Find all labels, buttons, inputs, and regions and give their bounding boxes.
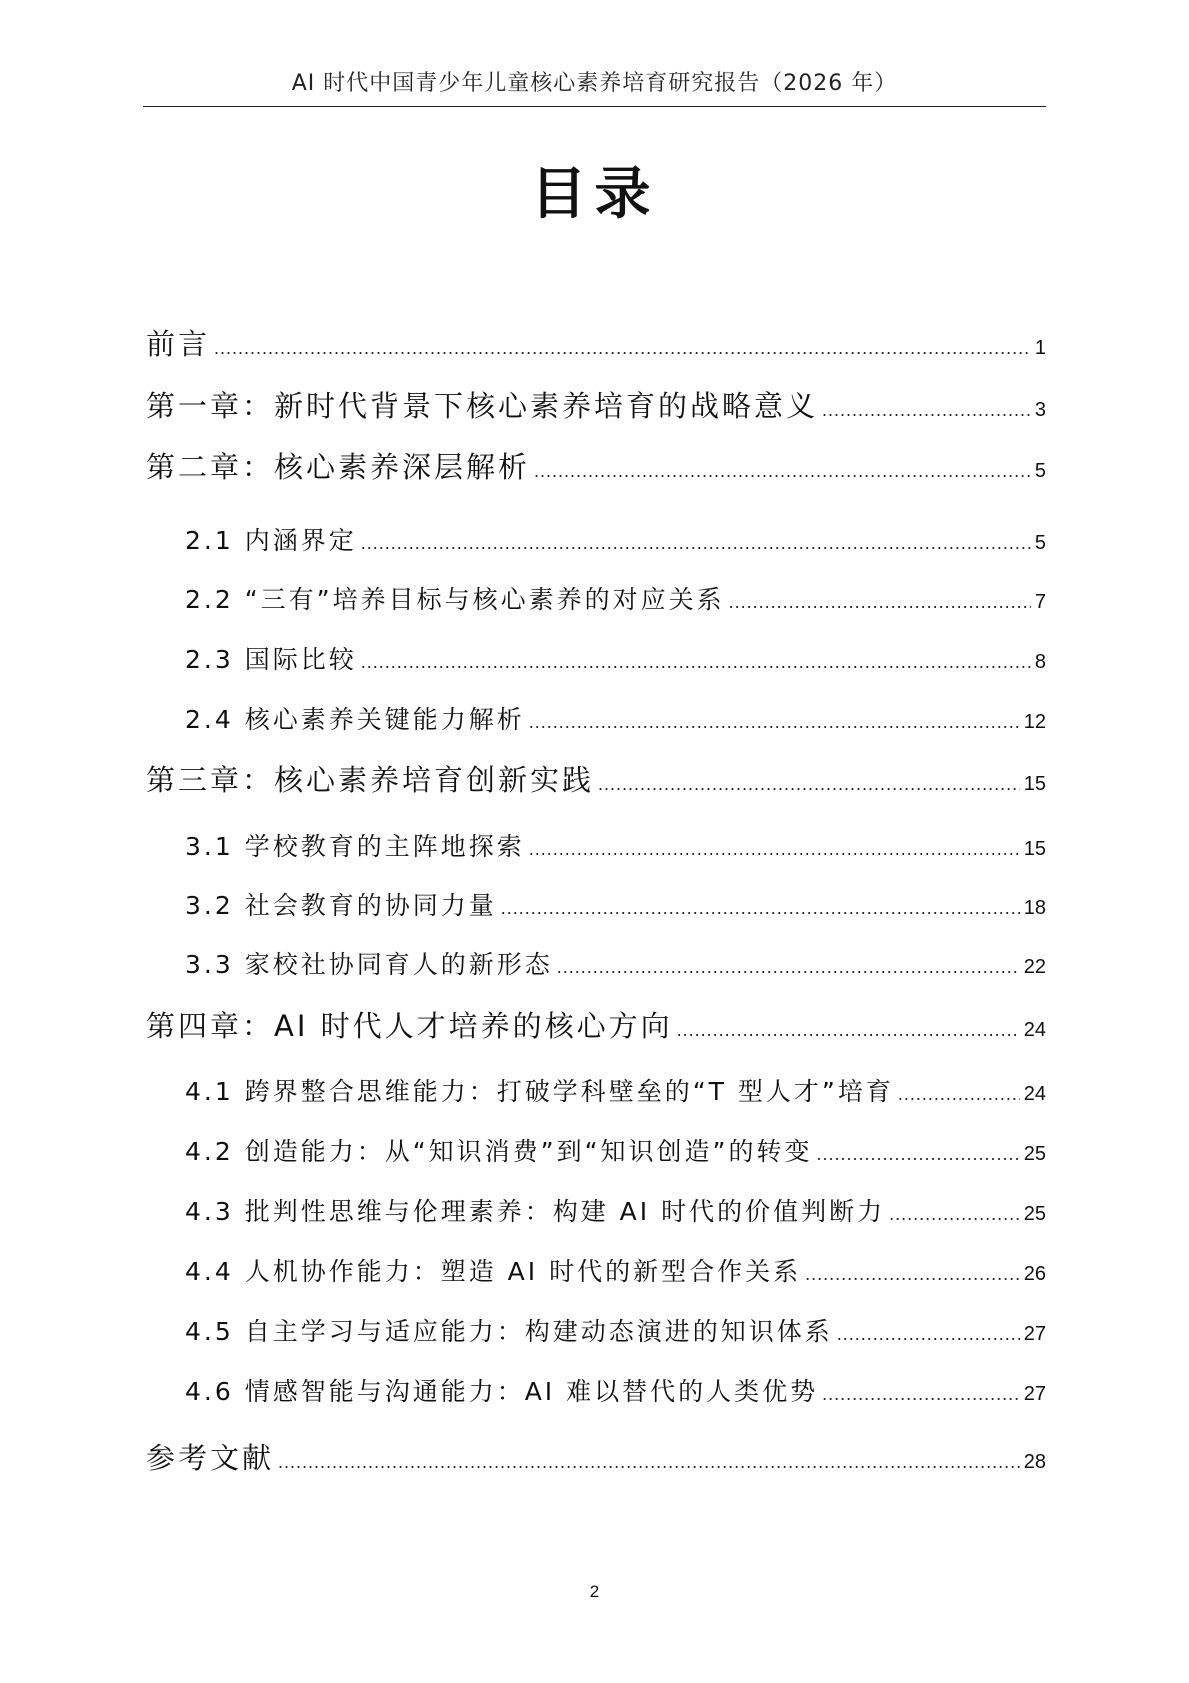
toc-entry[interactable] — [146, 445, 1046, 486]
toc-entry[interactable] — [185, 580, 1046, 616]
toc-leader-dots — [529, 839, 1020, 860]
toc-entry-label: 第一章：新时代背景下核心素养培育的战略意义 — [146, 389, 819, 423]
toc-leader-dots — [837, 1324, 1020, 1345]
toc-entry-page: 28 — [1023, 1451, 1046, 1473]
toc-entry-label: 4.6 情感智能与沟通能力：AI 难以替代的人类优势 — [185, 1377, 819, 1406]
toc-entry[interactable] — [185, 945, 1046, 981]
toc-leader-dots — [557, 957, 1020, 978]
toc-entry-label: 第三章：核心素养培育创新实践 — [146, 763, 595, 797]
toc-entry-page: 5 — [1034, 460, 1046, 482]
running-header: AI 时代中国青少年儿童核心素养培育研究报告（2026 年） — [291, 71, 898, 96]
toc-entry[interactable] — [146, 758, 1046, 799]
toc-leader-dots — [822, 1384, 1020, 1405]
toc-leader-dots — [598, 774, 1020, 795]
toc-entry-label: 3.3 家校社协同育人的新形态 — [185, 950, 553, 979]
toc-leader-dots — [361, 652, 1031, 673]
toc-entry-page: 26 — [1023, 1263, 1046, 1285]
toc-entry-label: 4.4 人机协作能力：塑造 AI 时代的新型合作关系 — [185, 1257, 802, 1286]
toc-entry-label: 3.2 社会教育的协同力量 — [185, 891, 497, 920]
toc-entry[interactable] — [146, 1436, 1046, 1477]
toc-entry[interactable] — [185, 640, 1046, 676]
page-number: 2 — [589, 1582, 600, 1601]
toc-entry[interactable] — [185, 1312, 1046, 1348]
toc-entry-page: 24 — [1023, 1083, 1046, 1105]
toc-entry[interactable] — [185, 827, 1046, 863]
toc-entry-page: 18 — [1023, 897, 1046, 919]
toc-entry-page: 1 — [1034, 337, 1046, 359]
toc-entry-label: 2.4 核心素养关键能力解析 — [185, 705, 525, 734]
toc-leader-dots — [822, 400, 1031, 421]
toc-entry-label: 4.2 创造能力：从“知识消费”到“知识创造”的转变 — [185, 1137, 813, 1166]
toc-entry-page: 22 — [1023, 956, 1046, 978]
toc-entry-label: 4.5 自主学习与适应能力：构建动态演进的知识体系 — [185, 1317, 833, 1346]
toc-leader-dots — [534, 461, 1031, 482]
page-title: 目录 — [530, 162, 659, 227]
toc-entry-page: 25 — [1023, 1203, 1046, 1225]
toc-entry[interactable] — [146, 384, 1046, 425]
toc-entry-page: 15 — [1023, 838, 1046, 860]
toc-entry[interactable] — [146, 322, 1046, 363]
toc-entry-label: 4.3 批判性思维与伦理素养：构建 AI 时代的价值判断力 — [185, 1197, 886, 1226]
toc-leader-dots — [729, 592, 1031, 613]
toc-entry-page: 25 — [1023, 1143, 1046, 1165]
toc-entry-label: 2.1 内涵界定 — [185, 526, 357, 555]
toc-leader-dots — [214, 338, 1031, 359]
toc-entry-page: 3 — [1034, 399, 1046, 421]
toc-entry-label: 第四章：AI 时代人才培养的核心方向 — [146, 1009, 673, 1043]
header-divider — [143, 106, 1046, 107]
toc-entry[interactable] — [185, 1372, 1046, 1408]
toc-entry[interactable] — [185, 886, 1046, 922]
toc-entry-page: 24 — [1023, 1019, 1046, 1041]
toc-leader-dots — [805, 1264, 1020, 1285]
toc-entry-label: 第二章：核心素养深层解析 — [146, 450, 531, 484]
toc-entry-page: 12 — [1023, 711, 1046, 733]
toc-entry[interactable] — [185, 1192, 1046, 1228]
toc-entry-label: 参考文献 — [146, 1441, 275, 1475]
toc-entry-label: 2.3 国际比较 — [185, 645, 357, 674]
toc-entry-label: 前言 — [146, 327, 211, 361]
toc-entry-page: 15 — [1023, 773, 1046, 795]
toc-entry[interactable] — [185, 700, 1046, 736]
toc-leader-dots — [817, 1144, 1020, 1165]
toc-leader-dots — [677, 1020, 1020, 1041]
toc-entry[interactable] — [146, 1004, 1046, 1045]
toc-entry-page: 27 — [1023, 1383, 1046, 1405]
toc-entry[interactable] — [185, 1072, 1046, 1108]
toc-leader-dots — [898, 1084, 1020, 1105]
toc-entry-label: 2.2 “三有”培养目标与核心素养的对应关系 — [185, 585, 725, 614]
toc-leader-dots — [529, 712, 1020, 733]
toc-entry[interactable] — [185, 521, 1046, 557]
toc-leader-dots — [361, 533, 1031, 554]
toc-entry[interactable] — [185, 1132, 1046, 1168]
toc-entry[interactable] — [185, 1252, 1046, 1288]
toc-entry-label: 4.1 跨界整合思维能力：打破学科壁垒的“T 型人才”培育 — [185, 1077, 894, 1106]
toc-entry-page: 7 — [1034, 591, 1046, 613]
toc-entry-page: 8 — [1034, 651, 1046, 673]
toc-leader-dots — [278, 1452, 1020, 1473]
toc-entry-page: 5 — [1034, 532, 1046, 554]
toc-entry-page: 27 — [1023, 1323, 1046, 1345]
toc-leader-dots — [889, 1204, 1020, 1225]
toc-leader-dots — [501, 898, 1020, 919]
toc-entry-label: 3.1 学校教育的主阵地探索 — [185, 832, 525, 861]
